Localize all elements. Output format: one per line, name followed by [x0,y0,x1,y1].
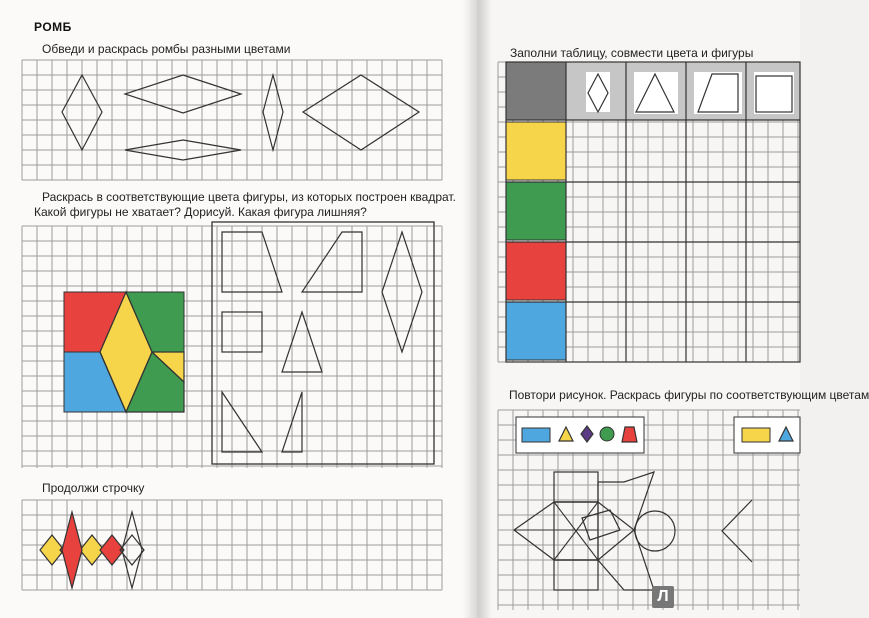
triangle-outline [222,392,262,452]
table-color-cell [506,62,566,120]
task2-instruction-line1: Раскрась в соответствующие цвета фигуры, из которых построен квадрат. [42,190,456,204]
task1-grid [22,60,442,180]
drawing-chevron [722,500,752,562]
table-color-cell [506,242,566,300]
task1-instruction: Обведи и раскрась ромбы разными цветами [42,42,291,56]
task2-instruction-line2: Какой фигуры не хватает? Дорисуй. Какая фигура лишняя? [34,205,367,219]
red-trapezoid-icon [622,427,637,442]
task3-instruction: Продолжи строчку [42,481,145,495]
watermark-logo: Л [652,586,674,608]
table-color-cell [506,302,566,360]
table-color-cell [506,122,566,180]
header-cell-bg [754,72,794,114]
tall-rhombus [62,512,82,588]
triangle-outline [282,312,322,372]
table-color-cell [506,182,566,240]
task5-instruction: Повтори рисунок. Раскрась фигуры по соответствующим цветам [509,388,869,402]
rhombus-outline [263,75,283,150]
yellow-rectangle-icon [742,428,770,442]
header-cell-bg [586,72,610,112]
drawing-rectangle [554,472,598,502]
rhombus-outline [303,75,419,150]
task4-instruction: Заполни таблицу, совмести цвета и фигуры [510,46,754,60]
green-circle-icon [600,427,614,441]
blue-rectangle-icon [522,428,550,442]
book-fold [462,0,492,618]
drawing-outline [598,472,654,590]
page-title: РОМБ [34,20,72,34]
rhombus-outline [382,232,422,352]
header-cell-bg [694,72,742,114]
tall-rhombus-outline [122,512,142,588]
